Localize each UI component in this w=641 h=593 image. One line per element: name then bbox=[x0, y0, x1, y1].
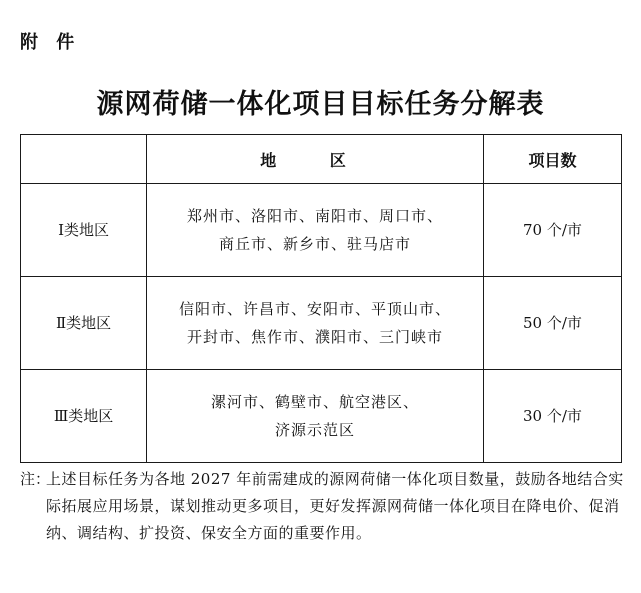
header-category bbox=[21, 135, 147, 184]
row-project-count: 70 个/市 bbox=[483, 184, 621, 277]
row-area bbox=[147, 370, 484, 463]
row-area bbox=[147, 277, 484, 370]
row-category: Ⅰ类地区 bbox=[21, 184, 147, 277]
attachment-label: 附 件 bbox=[20, 32, 81, 53]
row-project-count: 30 个/市 bbox=[483, 370, 621, 463]
row-category: Ⅱ类地区 bbox=[21, 277, 147, 370]
table-row bbox=[21, 184, 622, 277]
document-title: 源网荷储一体化项目目标任务分解表 bbox=[96, 89, 545, 120]
row-category: Ⅲ类地区 bbox=[21, 370, 147, 463]
table-row bbox=[21, 277, 622, 370]
area-line: 漯河市、鹤壁市、航空港区、 bbox=[211, 393, 420, 411]
header-area: 地 区 bbox=[147, 135, 484, 184]
area-line: 济源示范区 bbox=[275, 421, 356, 439]
table-header-row bbox=[21, 135, 622, 184]
header-project-count: 项目数 bbox=[483, 135, 621, 184]
table-row bbox=[21, 370, 622, 463]
row-project-count: 50 个/市 bbox=[483, 277, 621, 370]
task-breakdown-table bbox=[20, 134, 622, 463]
area-line: 郑州市、洛阳市、南阳市、周口市、 bbox=[187, 207, 444, 225]
footnote-text: 上述目标任务为各地 2027 年前需建成的源网荷储一体化项目数量，鼓励各地结合实际拓展应用场景，谋划推动更多项目，更好发挥源网荷储一体化项目在降电价、促消纳、调结构、扩投资、保安全方面的重要作用。 bbox=[46, 470, 624, 542]
area-line: 信阳市、许昌市、安阳市、平顶山市、 bbox=[179, 300, 452, 318]
area-line: 商丘市、新乡市、驻马店市 bbox=[219, 235, 412, 253]
area-line: 开封市、焦作市、濮阳市、三门峡市 bbox=[187, 328, 444, 346]
footnote-label: 注： bbox=[20, 470, 51, 488]
footnote bbox=[20, 466, 626, 547]
row-area bbox=[147, 184, 484, 277]
